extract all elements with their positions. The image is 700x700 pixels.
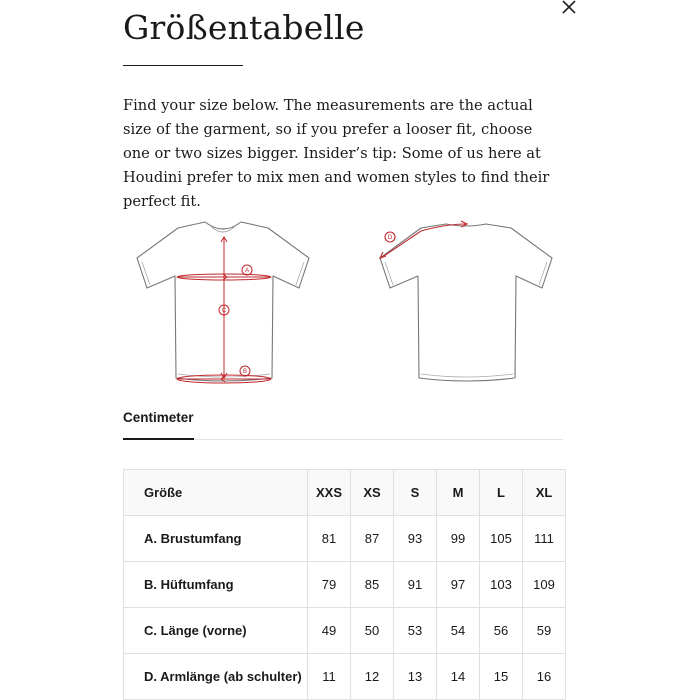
size-header-s: S (394, 470, 437, 516)
table-cell: 99 (437, 516, 480, 562)
table-cell: 14 (437, 654, 480, 700)
table-cell: 53 (394, 608, 437, 654)
unit-tabs (123, 408, 563, 440)
table-cell: 59 (523, 608, 566, 654)
size-table (123, 469, 566, 700)
title-underline (123, 65, 243, 66)
table-cell: 93 (394, 516, 437, 562)
size-header-xl: XL (523, 470, 566, 516)
table-cell: 12 (351, 654, 394, 700)
table-cell: 11 (308, 654, 351, 700)
measure-label-d: D (387, 235, 393, 241)
table-cell: 79 (308, 562, 351, 608)
table-cell: 15 (480, 654, 523, 700)
intro-text: Find your size below. The measurements are the actual size of the garment, so if you prefer a looser fit, choose one or two sizes bigger. Insider’s tip: Some of us here at Houdini prefer to mix men and women styles to find their perfect fit. (123, 97, 550, 210)
table-row (124, 516, 566, 562)
modal-title: Größentabelle (123, 8, 365, 47)
table-cell: 103 (480, 562, 523, 608)
row-label: D. Armlänge (ab schulter) (124, 654, 308, 700)
row-label: B. Hüftumfang (124, 562, 308, 608)
table-cell: 85 (351, 562, 394, 608)
table-cell: 91 (394, 562, 437, 608)
row-label: C. Länge (vorne) (124, 608, 308, 654)
table-header-row (124, 470, 566, 516)
measure-label-b: B (242, 369, 248, 375)
size-header-m: M (437, 470, 480, 516)
table-cell: 97 (437, 562, 480, 608)
tab-centimeter[interactable]: Centimeter (123, 410, 194, 440)
close-icon[interactable] (558, 0, 580, 18)
measure-label-c: C (221, 308, 227, 314)
size-header-l: L (480, 470, 523, 516)
table-cell: 87 (351, 516, 394, 562)
table-cell: 49 (308, 608, 351, 654)
table-cell: 109 (523, 562, 566, 608)
row-label: A. Brustumfang (124, 516, 308, 562)
table-row (124, 608, 566, 654)
table-header-size: Größe (124, 470, 308, 516)
table-cell: 111 (523, 516, 566, 562)
size-header-xxs: XXS (308, 470, 351, 516)
tshirt-back-diagram (376, 218, 556, 388)
tshirt-front-diagram (133, 218, 313, 388)
table-cell: 56 (480, 608, 523, 654)
size-header-xs: XS (351, 470, 394, 516)
table-cell: 105 (480, 516, 523, 562)
table-cell: 13 (394, 654, 437, 700)
table-row (124, 562, 566, 608)
table-cell: 81 (308, 516, 351, 562)
measure-label-a: A (244, 268, 250, 274)
table-row (124, 654, 566, 700)
table-cell: 54 (437, 608, 480, 654)
table-cell: 50 (351, 608, 394, 654)
table-cell: 16 (523, 654, 566, 700)
